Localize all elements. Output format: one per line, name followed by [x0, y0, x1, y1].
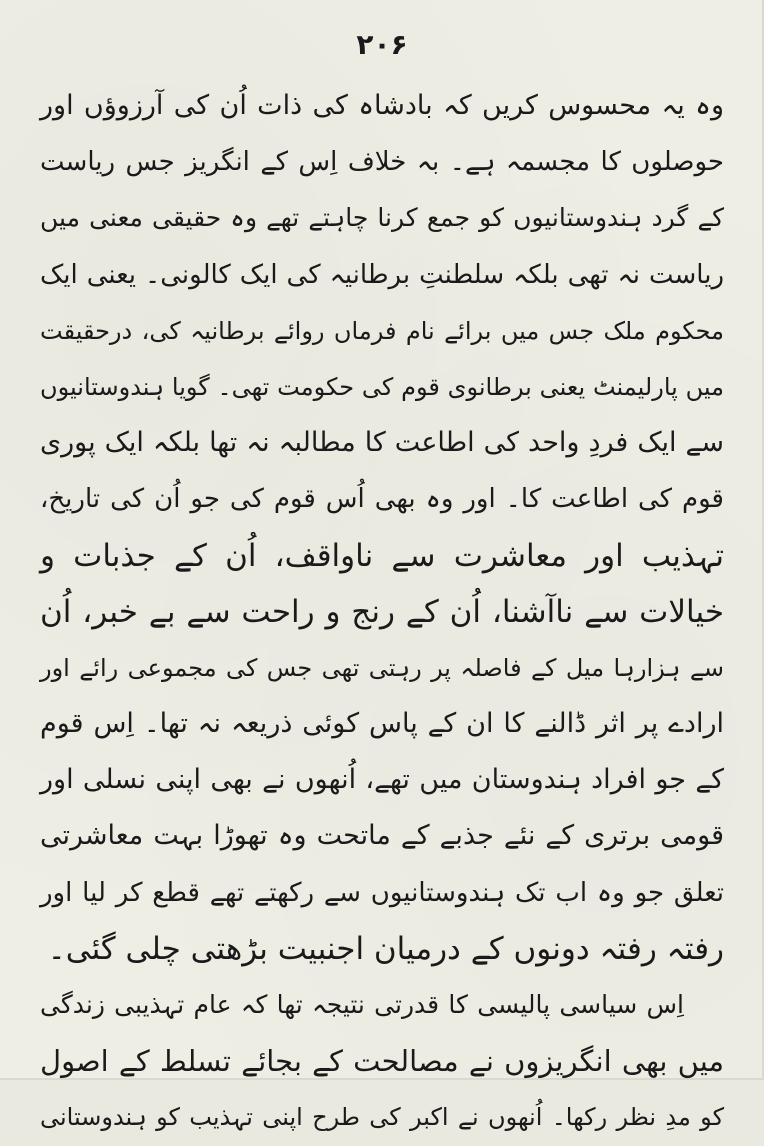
page-number: ۲۰۶ [356, 28, 408, 61]
text-line: رفتہ رفتہ دونوں کے درمیان اجنبیت بڑھتی چلی گئی۔ [47, 930, 724, 967]
text-line: سے ہزارہا میل کے فاصلہ پر رہتی تھی جس کی مجموعی رائے اور [40, 653, 724, 682]
text-line: قوم کی اطاعت کا۔ اور وہ بھی اُس قوم کی جو اُن کی تاریخ، [40, 484, 724, 515]
text-line: وہ یہ محسوس کریں کہ بادشاہ کی ذات اُن کی آرزوؤں اور [40, 90, 724, 121]
text-line: میں بھی انگریزوں نے مصالحت کے بجائے تسلط کے اصول [40, 1044, 724, 1079]
text-line: میں پارلیمنٹ یعنی برطانوی قوم کی حکومت تھی۔ گویا ہندوستانیوں [40, 372, 724, 401]
text-line: ریاست نہ تھی بلکہ سلطنتِ برطانیہ کی ایک کالونی۔ یعنی ایک [40, 259, 724, 290]
text-line: تعلق جو وہ اب تک ہندوستانیوں سے رکھتے تھے قطع کر لیا اور [40, 877, 724, 908]
text-line: قومی برتری کے نئے جذبے کے ماتحت وہ تھوڑا بہت معاشرتی [40, 820, 724, 852]
text-line: کو مدِ نظر رکھا۔ اُنھوں نے اکبر کی طرح اپنی تہذیب کو ہندوستانی [40, 1103, 724, 1132]
text-line: ارادے پر اثر ڈالنے کا ان کے پاس کوئی ذریعہ نہ تھا۔ اِس قوم [40, 708, 724, 740]
text-line: تہذیب اور معاشرت سے ناواقف، اُن کے جذبات و [40, 537, 724, 574]
text-line: اِس سیاسی پالیسی کا قدرتی نتیجہ تھا کہ عام تہذیبی زندگی [40, 990, 684, 1019]
body-text [40, 78, 724, 1146]
text-line: کے گرد ہندوستانیوں کو جمع کرنا چاہتے تھے وہ حقیقی معنی میں [40, 203, 724, 233]
text-line: سے ایک فردِ واحد کی اطاعت کا مطالبہ نہ تھا بلکہ ایک پوری [40, 427, 724, 459]
text-line: خیالات سے ناآشنا، اُن کے رنج و راحت سے بے خبر، اُن [40, 593, 724, 630]
text-line: حوصلوں کا مجسمہ ہے۔ بہ خلاف اِس کے انگریز جس ریاست [40, 147, 724, 178]
text-line: محکوم ملک جس میں برائے نام فرماں روائے برطانیہ کی، درحقیقت [40, 316, 724, 345]
text-line: کے جو افراد ہندوستان میں تھے، اُنھوں نے بھی اپنی نسلی اور [40, 764, 724, 796]
paragraph [40, 78, 724, 977]
paragraph [40, 977, 724, 1146]
